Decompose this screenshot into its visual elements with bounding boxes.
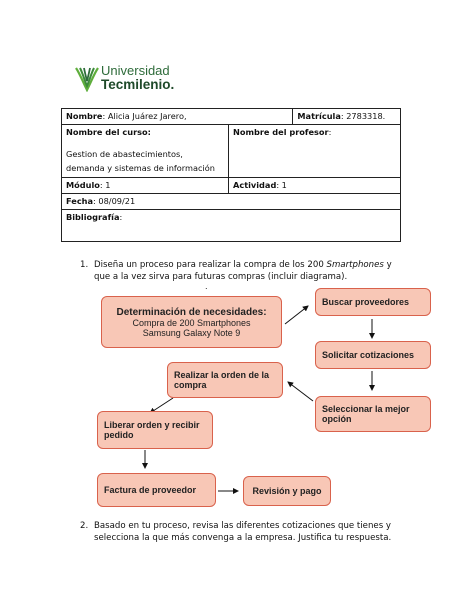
revision-pago-box [243,476,331,506]
bibliografia-value: : [119,212,123,222]
fecha-label: Fecha [66,196,94,206]
question-2-text: Basado en tu proceso, revisa las diferentes cotizaciones que tienes y selecciona la que más convenga a la empresa. Justifica tu respuesta. [94,521,392,543]
buscar-proveedores-label: Buscar proveedores [322,297,410,307]
modulo-label: Módulo [66,180,100,190]
logo-line-2: Tecmilenio. [101,76,175,92]
realizar-orden-label: Realizar la orden de la compra [174,370,270,390]
realizar-orden-box [167,362,283,398]
factura-proveedor-box [97,473,216,507]
logo-line-1: Universidad [101,63,170,78]
question-1-text-italic: Smartphones [326,260,384,270]
factura-proveedor-label: Factura de proveedor [104,485,197,495]
matricula-label: Matrícula [297,111,341,121]
arrow-determinacion-to-buscar [285,306,308,324]
arrow-seleccionar-to-realizar [288,382,313,401]
liberar-orden-label: Liberar orden y recibir pedido [104,420,200,440]
stray-dot: . [205,282,208,291]
profesor-value: : [328,127,332,137]
question-1-text-a: Diseña un proceso para realizar la compra de los 200 [94,260,327,270]
question-1-number: 1. [80,260,89,270]
determinacion-title: Determinación de necesidades: [116,306,267,318]
buscar-proveedores-box [315,288,431,316]
revision-pago-label: Revisión y pago [252,486,322,496]
nombre-value: : Alicia Juárez Jarero, [102,111,187,121]
actividad-label: Actividad [233,180,277,190]
seleccionar-mejor-opcion-box [315,396,431,432]
seleccionar-mejor-opcion-label: Seleccionar la mejor opción [322,404,410,424]
question-1-text-b: y que a la vez sirva para futuras compras (incluir diagrama). [94,260,392,282]
determinacion-sub-2: Samsung Galaxy Note 9 [142,327,241,338]
question-2 [80,520,410,546]
curso-label: Nombre del curso: [66,127,151,137]
actividad-value: : 1 [276,180,287,190]
solicitar-cotizaciones-box [315,341,431,369]
determinacion-sub-1: Compra de 200 Smartphones [132,317,251,328]
solicitar-cotizaciones-label: Solicitar cotizaciones [322,350,415,360]
fecha-value: : 08/09/21 [93,196,136,206]
matricula-value: : 2783318. [340,111,386,121]
curso-value: Gestion de abastecimientos, demanda y sistemas de información [66,149,215,173]
nombre-label: Nombre [66,111,103,121]
question-2-number: 2. [80,521,89,531]
modulo-value: : 1 [99,180,111,190]
determinacion-box [101,296,282,348]
profesor-label: Nombre del profesor [233,127,329,137]
bibliografia-label: Bibliografía [66,212,120,222]
liberar-orden-box [97,411,213,449]
